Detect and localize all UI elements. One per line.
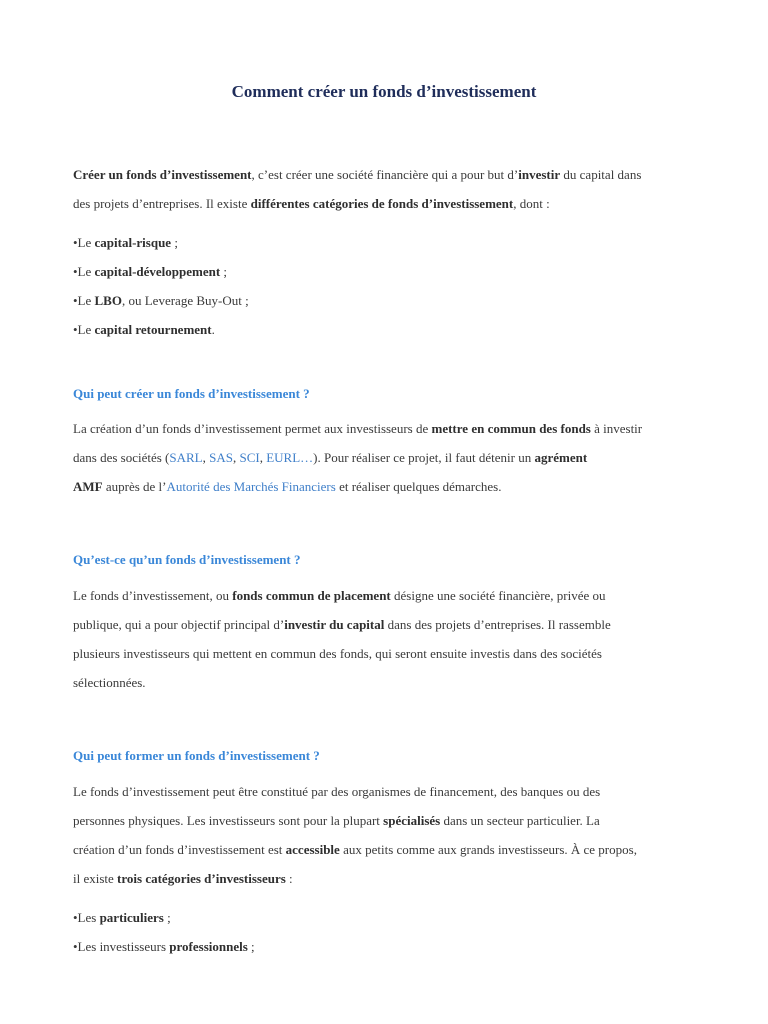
section1-line-1: [73, 414, 713, 443]
paragraph-text: il existe: [73, 871, 118, 886]
paragraph-text: ). Pour réaliser ce projet, il faut détenir un: [313, 450, 535, 465]
intro-line-1: [73, 160, 713, 189]
paragraph-text: dans des sociétés (: [73, 450, 170, 465]
paragraph-bold: accessible: [285, 842, 340, 857]
list-item: [73, 228, 713, 257]
intro-text: des projets d’entreprises. Il existe: [73, 196, 251, 211]
section-heading-who-can-form: Qui peut former un fonds d’investissement ?: [73, 748, 320, 763]
list-item-bold: particuliers: [99, 910, 164, 925]
list-item-bold: professionnels: [169, 939, 248, 954]
paragraph-text: création d’un fonds d’investissement est: [73, 842, 286, 857]
intro-line-2: [73, 189, 713, 218]
intro-text: du capital dans: [560, 167, 642, 182]
paragraph-bold: agrément: [534, 450, 588, 465]
list-item-suffix: .: [211, 322, 215, 337]
paragraph-text: aux petits comme aux grands investisseurs. À ce propos,: [339, 842, 637, 857]
paragraph-text: à investir: [590, 421, 643, 436]
section3-line-4: [73, 864, 713, 893]
sci-link[interactable]: SCI: [239, 450, 260, 465]
intro-text: , dont :: [513, 196, 550, 211]
list-item: [73, 315, 713, 344]
amf-authority-link[interactable]: Autorité des Marchés Financiers: [166, 479, 336, 494]
investor-categories-list: [73, 903, 713, 961]
section3-line-2: [73, 806, 713, 835]
section2-line-4: sélectionnées.: [73, 675, 146, 690]
paragraph-text: dans des projets d’entreprises. Il rassemble: [384, 617, 611, 632]
list-item-bold: capital retournement: [94, 322, 212, 337]
list-item-prefix: •Les: [73, 910, 100, 925]
section2-paragraph: [73, 581, 713, 697]
list-item-suffix: ;: [220, 264, 228, 279]
list-item-bold: capital-risque: [94, 235, 172, 250]
list-item: [73, 286, 713, 315]
paragraph-bold: spécialisés: [383, 813, 441, 828]
list-item: [73, 903, 713, 932]
paragraph-text: désigne une société financière, privée ou: [390, 588, 606, 603]
section1-paragraph: [73, 414, 713, 501]
separator: ,: [202, 450, 210, 465]
section3-line-3: [73, 835, 713, 864]
separator: ,: [259, 450, 267, 465]
paragraph-bold: trois catégories d’investisseurs: [117, 871, 286, 886]
document-title: Comment créer un fonds d’investissement: [231, 82, 537, 101]
fund-categories-list: [73, 228, 713, 344]
section3-line-1: Le fonds d’investissement peut être constitué par des organismes de financement, des banques ou des: [73, 784, 601, 799]
list-item: [73, 257, 713, 286]
paragraph-text: et réaliser quelques démarches.: [335, 479, 502, 494]
list-item-prefix: •Le: [73, 264, 95, 279]
list-item-prefix: •Le: [73, 322, 95, 337]
intro-paragraph: [73, 160, 713, 218]
list-item-prefix: •Le: [73, 293, 95, 308]
list-item: [73, 932, 713, 961]
paragraph-text: dans un secteur particulier. La: [440, 813, 600, 828]
list-item-bold: LBO: [94, 293, 122, 308]
paragraph-text: :: [285, 871, 293, 886]
paragraph-text: personnes physiques. Les investisseurs sont pour la plupart: [73, 813, 384, 828]
list-item-prefix: •Le: [73, 235, 95, 250]
sarl-link[interactable]: SARL: [169, 450, 203, 465]
paragraph-bold: mettre en commun des fonds: [431, 421, 591, 436]
section-heading-who-can-create: Qui peut créer un fonds d’investissement ?: [73, 386, 310, 401]
paragraph-bold: AMF: [73, 479, 103, 494]
eurl-link[interactable]: EURL…: [266, 450, 314, 465]
list-item-bold: capital-développement: [94, 264, 221, 279]
list-item-prefix: •Les investisseurs: [73, 939, 170, 954]
paragraph-text: publique, qui a pour objectif principal d’: [73, 617, 285, 632]
list-item-suffix: ;: [163, 910, 171, 925]
section1-line-3: [73, 472, 713, 501]
paragraph-bold: fonds commun de placement: [232, 588, 391, 603]
intro-bold-term: différentes catégories de fonds d’investissement: [250, 196, 514, 211]
sas-link[interactable]: SAS: [209, 450, 233, 465]
intro-bold-term: Créer un fonds d’investissement: [73, 167, 252, 182]
paragraph-text: La création d’un fonds d’investissement permet aux investisseurs de: [73, 421, 432, 436]
intro-bold-term: investir: [518, 167, 561, 182]
section2-line-1: [73, 581, 713, 610]
paragraph-text: auprès de l’: [102, 479, 167, 494]
section1-line-2: [73, 443, 713, 472]
paragraph-bold: investir du capital: [284, 617, 385, 632]
list-item-suffix: ;: [247, 939, 255, 954]
section2-line-2: [73, 610, 713, 639]
section2-line-3: plusieurs investisseurs qui mettent en commun des fonds, qui seront ensuite investis dans des sociétés: [73, 646, 602, 661]
section-heading-what-is: Qu’est-ce qu’un fonds d’investissement ?: [73, 552, 301, 567]
list-item-suffix: ;: [171, 235, 178, 250]
intro-text: , c’est créer une société financière qui a pour but d’: [251, 167, 519, 182]
list-item-suffix: , ou Leverage Buy-Out ;: [121, 293, 249, 308]
separator: ,: [232, 450, 240, 465]
section3-paragraph: [73, 777, 713, 893]
paragraph-text: Le fonds d’investissement, ou: [73, 588, 233, 603]
